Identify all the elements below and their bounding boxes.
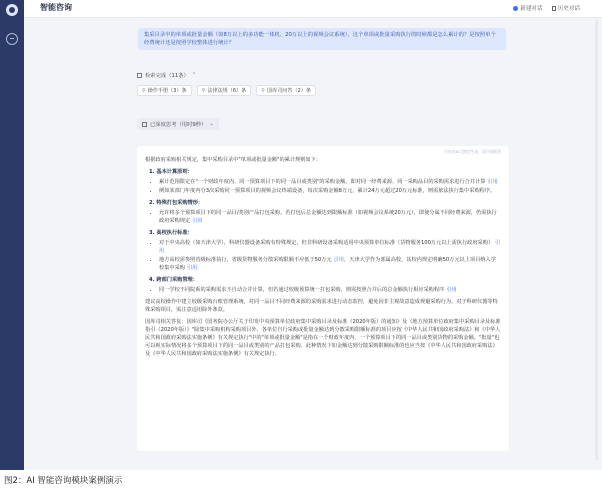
search-icon: ⚲ [201, 88, 206, 94]
reference-chip-label: 国库司问答（2）条 [267, 88, 312, 94]
document-icon [137, 73, 142, 78]
ai-answer-card [137, 146, 509, 451]
add-icon[interactable] [6, 33, 18, 45]
reference-chips [137, 85, 316, 96]
left-rail [0, 0, 24, 470]
citation-link[interactable]: 引用 [333, 257, 344, 263]
section-list [145, 239, 501, 272]
scrollbar[interactable] [595, 20, 598, 460]
citation-link[interactable]: 引用 [487, 179, 498, 185]
section-list [145, 286, 501, 294]
app-logo-icon [6, 4, 18, 16]
section-title: 2. 特殊打包采购情形： [149, 200, 204, 206]
thinking-icon [142, 122, 147, 127]
chevron-down-icon: ⌄ [209, 121, 214, 127]
section-title: 4. 跨部门采购管理： [149, 277, 198, 283]
top-bar [24, 0, 602, 18]
list-item [159, 178, 501, 186]
list-item-text: 同一学校不同院系的采购需求不自动合并计算，但若通过校级预算统一打包采购，则需按照合并后的总金额执行相应采购程序 [159, 287, 445, 293]
history-icon [552, 6, 556, 11]
list-item-text: 例如某部门年度内分3次采购同一预算项目的视频会议终端设备，每次采购金额8万元，累计24万元超过20万元标准，则需依法执行集中采购程序。 [159, 188, 496, 194]
header-actions [513, 4, 580, 12]
search-icon: ⚲ [261, 88, 266, 94]
list-item [159, 209, 501, 225]
list-item-text: 对于中央高校（如天津大学），科研仪器设备采购有特殊规定，但非科研设备采购适用中央预算单位标准（货物服务100万元以上需执行政府采购） [159, 240, 494, 246]
legal-basis-paragraph: 国库司相关答复：国库司《国务院办公厅关于印发中央预算单位政府集中采购目录及标准（2020年版）的通知》及《地方预算单位政府集中采购目录及标准指引（2020年版）》"除集中采购机构采购项目外，各单位自行采购或批量金额达到分散采购限额标准的项目应按《中华人民共和国政府采购法》和《中华人民共和国政府采购法实施条例》有关规定执行"中的"单项或批量金额"是指在一个财政年度内、一个预算项目下的同一品目或类别货物的采购金额。"批量"也可以视实际情况将多个预算项目下的同一品目或类别的产品打包采购。此种情况下如金额达到分散采购限额标准的也应当按《中华人民共和国政府采购法》及《中华人民共和国政府采购法实施条例》有关规定执行。 [145, 319, 501, 357]
list-item-text: 地方高校需参照省级标准执行，省级货物服务分散采购限额不应低于50万元 [159, 257, 332, 263]
reference-chip-label: 法律法规（6）条 [207, 88, 247, 94]
list-item [159, 256, 501, 272]
reference-chip-manual[interactable] [137, 85, 192, 96]
advice-paragraph: 建议高校操作中建立校级采购台账管理系统，对同一品目不同经费来源的采购需求进行动态监控，避免因非主观故意造成规避采购行为。对于科研仪器等特殊采购项目，需注意适用除外条款。 [145, 299, 498, 313]
list-item [159, 286, 501, 294]
page-title: 智能咨询 [40, 3, 72, 12]
thinking-label: 已深度思考（用时9秒） [150, 122, 207, 128]
section-title: 3. 高校执行标准： [149, 230, 193, 236]
new-chat-button[interactable] [513, 4, 542, 12]
user-question-bubble: 集采目录中的单项或批量金额（如8万以上的多功能一体机、20万以上的视频会议系统），这个单项或批量采购执行的时候都是怎么累计的？是按照单个经费统计还是按照学校整体进行统计？ [138, 28, 506, 50]
history-label: 历史对话 [557, 6, 580, 12]
figure-caption: 图2：AI 智能咨询模块案例演示 [4, 476, 123, 486]
citation-link[interactable]: 引用 [159, 240, 501, 254]
section-title: 1. 基本计算原则： [149, 169, 193, 175]
search-icon: ⚲ [142, 88, 146, 94]
list-item-tail: ，天津大学作为部属高校，其校内规定明确50万元以上项目纳入学校集中采购 [159, 257, 496, 271]
new-chat-icon [513, 6, 518, 11]
list-item-text: 允许将多个预算项目下的同一品目/类别产品打包采购。若打包后总金额达到限额标准（如视频会议系统20万元），即使分属不同经费来源，仍需执行政府采购规定 [159, 210, 497, 224]
new-chat-label: 新建对话 [520, 6, 543, 12]
history-button[interactable] [552, 4, 580, 12]
citation-link[interactable]: 引用 [446, 287, 457, 293]
ai-disclaimer: 内容由AI大模型生成，请仔细甄别 [444, 149, 501, 154]
reference-chip-law[interactable] [197, 85, 252, 96]
references-toggle[interactable] [137, 71, 196, 79]
answer-intro: 根据政府采购相关规定，集中采购目录中"单项或批量金额"的累计规则如下： [145, 157, 321, 163]
section-list [145, 178, 501, 195]
citation-link[interactable]: 引用 [192, 218, 203, 224]
section-list [145, 209, 501, 225]
list-item [159, 187, 501, 195]
thinking-toggle[interactable] [137, 118, 219, 130]
list-item [159, 239, 501, 255]
references-label: 检索完成（11条） [145, 73, 189, 79]
reference-chip-treasury[interactable] [256, 85, 316, 96]
chevron-up-icon: ⌃ [191, 72, 197, 78]
reference-chip-label: 操作手册（3）条 [147, 88, 187, 94]
list-item-text: 累计范围限定在"一个财政年度内、同一预算项目下的同一品目或类别"的采购金额。即对同一经费来源、同一采购品目的采购需求进行合并计算 [159, 179, 486, 185]
citation-link[interactable]: 引用 [186, 265, 198, 271]
